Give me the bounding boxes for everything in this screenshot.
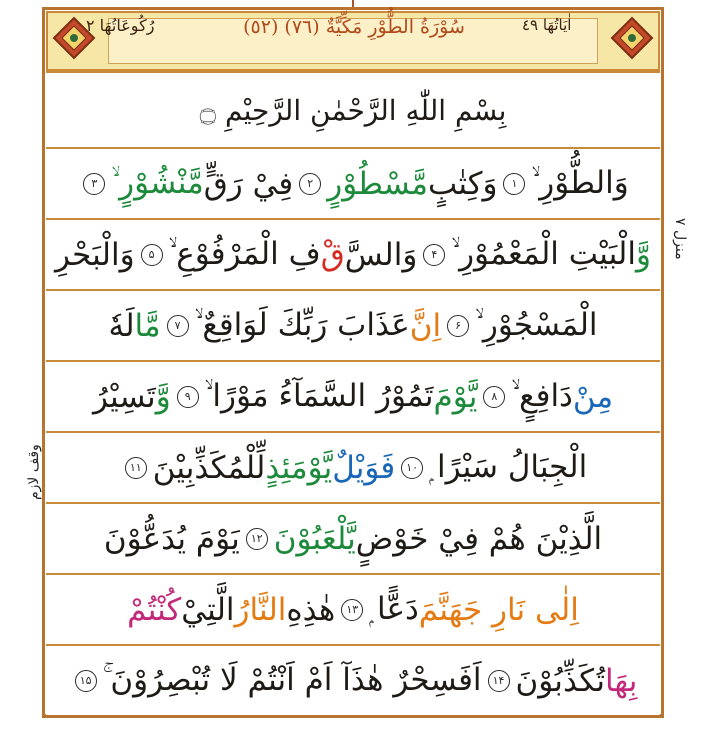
tajweed-highlight-word: مِنْ xyxy=(572,378,614,415)
verse-line-4 xyxy=(46,360,660,431)
verse-line-8 xyxy=(46,644,660,715)
header-surah-title: (٥٢) سُوْرَةُ الطُّوْرِ مَكِّيَّةٌ (٧٦) xyxy=(243,16,465,38)
verse-line-2 xyxy=(46,218,660,289)
ayah-number-marker: ۱۱ xyxy=(125,457,147,479)
tajweed-highlight-word: اِنَّ xyxy=(409,307,442,344)
header-ayah-count: اٰيَاتُهَا ٤٩ xyxy=(522,16,572,34)
ayah-number-marker: ۹ xyxy=(177,386,199,408)
verse-word: وَالطُّوْرِ ۙ xyxy=(531,165,629,201)
tajweed-highlight-word: يَّلْعَبُوْنَ xyxy=(273,520,356,557)
tajweed-highlight-word: وَّ xyxy=(155,378,171,415)
verse-word: الْبَيْتِ الْمَعْمُوْرِ ۙ xyxy=(451,236,636,272)
ayah-number-marker: ۳ xyxy=(83,173,105,195)
verse-line-text xyxy=(46,504,660,573)
tajweed-highlight-word: يَّوْمَئِذٍ xyxy=(265,449,333,486)
waqf-note: وقف لازم xyxy=(26,444,42,500)
header-ruku-count: رُكُوعَاتُهَا ٢ xyxy=(86,16,155,35)
verse-line-6 xyxy=(46,502,660,573)
verse-word: الَّتِيْ xyxy=(181,591,235,628)
verse-word: تَمُوْرُ السَّمَآءُ مَوْرًا ۙ xyxy=(204,378,434,414)
verse-word: فِ الْمَرْفُوْعِ ۙ xyxy=(168,236,321,272)
top-marker-line xyxy=(352,0,354,7)
bismillah-text: بِسْمِ اللّٰهِ الرَّحْمٰنِ الرَّحِيْمِ ۝ xyxy=(199,93,507,127)
verse-word: الْجِبَالُ سَيْرًا ۭ xyxy=(429,449,588,485)
tajweed-highlight-word: بِهَا xyxy=(604,662,638,699)
verse-word: عَذَابَ رَبِّكَ لَوَاقِعٌ ۙ xyxy=(194,307,410,343)
ayah-number-marker: ۱۴ xyxy=(488,670,510,692)
verse-word: تَسِيْرُ xyxy=(92,378,156,415)
tajweed-highlight-word: مَّسْطُوْرٍ xyxy=(327,165,428,202)
verse-line-text xyxy=(46,291,660,360)
bottom-border-line xyxy=(42,716,664,718)
verse-line-7 xyxy=(46,573,660,644)
verse-word: الْمَسْجُوْرِ ۙ xyxy=(475,307,598,343)
verse-line-5 xyxy=(46,431,660,502)
bismillah-row xyxy=(46,71,660,147)
verse-word: دَافِعٍ ۙ xyxy=(511,378,573,414)
ayah-number-marker: ۱۲ xyxy=(246,528,268,550)
verse-word: وَكِتٰبٍ xyxy=(427,165,498,202)
verse-word: الَّذِيْنَ هُمْ فِيْ خَوْضٍ xyxy=(355,520,603,557)
tajweed-highlight-word: قْ xyxy=(320,236,345,273)
verse-word: تُكَذِّبُوْنَ xyxy=(515,662,605,699)
verse-word: لَهٗ xyxy=(108,307,135,344)
ayah-number-marker: ۱۳ xyxy=(341,599,363,621)
verse-word: وَالسَّ xyxy=(344,236,418,273)
verse-line-1 xyxy=(46,147,660,218)
corner-ornament-right-icon xyxy=(608,14,656,62)
tajweed-highlight-word: النَّارُ xyxy=(234,591,287,628)
verse-line-text xyxy=(46,362,660,431)
verse-word: وَالْبَحْرِ xyxy=(55,236,135,273)
ayah-number-marker: ۴ xyxy=(423,244,445,266)
ayah-number-marker: ۱۰ xyxy=(401,457,423,479)
ayah-number-marker: ۸ xyxy=(483,386,505,408)
verse-word: يَوْمَ يُدَعُّوْنَ xyxy=(103,520,240,557)
ayah-number-marker: ۵ xyxy=(141,244,163,266)
tajweed-highlight-word: اِلٰى نَارِ جَهَنَّمَ xyxy=(418,591,579,628)
verse-line-text xyxy=(46,646,660,715)
verse-word: فِيْ رَقٍّ xyxy=(203,165,294,202)
verse-word: اَفَسِحْرٌ هٰذَآ اَمْ اَنْتُمْ لَا تُبْصِرُوْنَ ۚ xyxy=(102,662,482,698)
ayah-number-marker: ۲ xyxy=(299,173,321,195)
tajweed-highlight-word: مَّا xyxy=(134,307,161,344)
verse-line-text xyxy=(46,575,660,644)
ayah-number-marker: ۱ xyxy=(503,173,525,195)
verse-word: دَعًّا ۭ xyxy=(369,591,419,627)
tajweed-highlight-word: يَّوْمَ xyxy=(433,378,478,415)
verse-line-text xyxy=(46,433,660,502)
verse-line-3 xyxy=(46,289,660,360)
ayah-number-marker: ۷ xyxy=(167,315,189,337)
ayah-number-marker: ۶ xyxy=(447,315,469,337)
tajweed-highlight-word: وَّ xyxy=(635,236,651,273)
tajweed-highlight-word: كُنْتُمْ xyxy=(127,591,182,628)
ayah-number-marker: ۱۵ xyxy=(75,670,97,692)
verse-word: لِّلْمُكَذِّبِيْنَ xyxy=(152,449,266,486)
tajweed-highlight-word: فَوَيْلٌ xyxy=(332,449,396,486)
verse-line-text xyxy=(46,149,660,218)
manzil-note: منزل ٧ xyxy=(672,218,688,260)
verse-line-text xyxy=(46,220,660,289)
verse-word: هٰذِهِ xyxy=(286,591,336,628)
tajweed-highlight-word: مَّنْشُوْرٍ ۙ xyxy=(111,165,204,201)
